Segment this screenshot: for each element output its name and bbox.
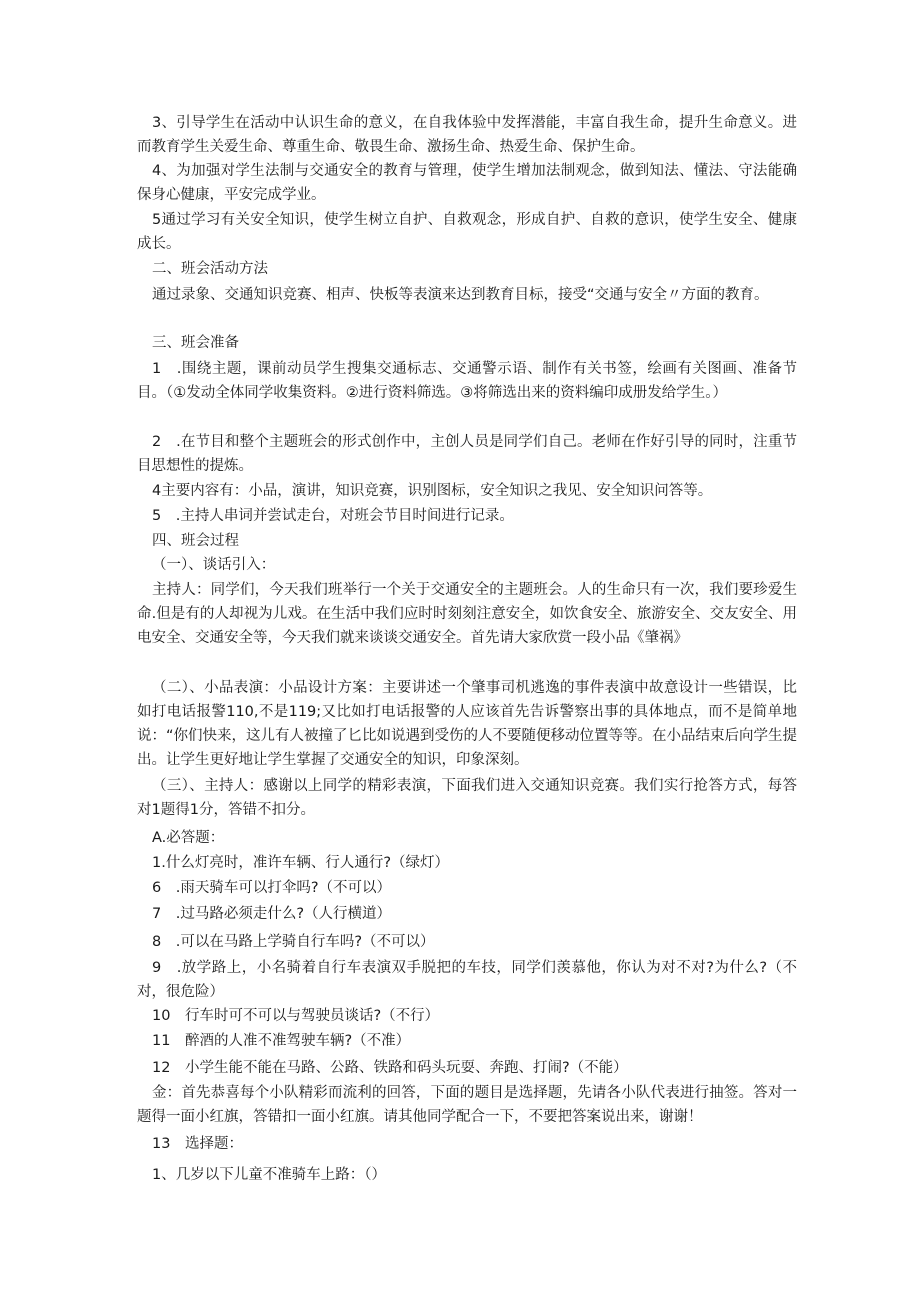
question-11: 11 醉酒的人准不准驾驶车辆?（不准） [152, 1033, 411, 1049]
heading-preparation: 三、班会准备 [152, 335, 239, 351]
paragraph-goal-4: 4、为加强对学生法制与交通安全的教育与管理，使学生增加法制观念，做到知法、懂法、守法能确保身心健康，平安完成学业。 [137, 163, 797, 203]
paragraph-choice-intro: 金：首先恭喜每个小队精彩而流利的回答，下面的题目是选择题，先请各小队代表进行抽签。答对一题得一面小红旗，答错扣一面小红旗。请其他同学配合一下，不要把答案说出来，谢谢！ [137, 1085, 797, 1125]
heading-process: 四、班会过程 [152, 533, 239, 549]
heading-required-questions: A.必答题： [152, 830, 225, 846]
paragraph-prep-5: 5 .主持人串词并尝试走台，对班会节目时间进行记录。 [152, 508, 514, 524]
question-10: 10 行车时可不可以与驾驶员谈话?（不行） [152, 1008, 440, 1024]
choice-question-1: 1、几岁以下儿童不准骑车上路：（） [152, 1167, 386, 1183]
paragraph-prep-4: 4主要内容有：小品，演讲，知识竞赛，识别图标，安全知识之我见、安全知识问答等。 [152, 483, 713, 499]
heading-multiple-choice: 13 选择题： [152, 1136, 243, 1152]
paragraph-quiz-intro: （三）、主持人：感谢以上同学的精彩表演，下面我们进入交通知识竞赛。我们实行抢答方式，每答对1题得1分，答错不扣分。 [137, 778, 797, 818]
paragraph-method: 通过录象、交通知识竞赛、相声、快板等表演来达到教育目标，接受“交通与安全〃方面的教育。 [152, 287, 769, 303]
question-7: 7 .过马路必须走什么?（人行横道） [152, 906, 392, 922]
paragraph-skit: （二）、小品表演：小品设计方案：主要讲述一个肇事司机逃逸的事件表演中故意设计一些错误，比如打电话报警110,不是119;又比如打电话报警的人应该首先告诉警察出事的具体地点，而不是简单地说：“你们快来，这儿有人被撞了匕比如说遇到受伤的人不要随便移动位置等等。在小品结束后向学生提出。让学生更好地让学生掌握了交通安全的知识，印象深刻。 [137, 680, 798, 768]
question-12: 12 小学生能不能在马路、公路、铁路和码头玩耍、奔跑、打闹?（不能） [152, 1060, 628, 1076]
paragraph-prep-1: 1 .围绕主题，课前动员学生搜集交通标志、交通警示语、制作有关书签，绘画有关图画、准备节目。（①发动全体同学收集资料。②进行资料筛选。③将筛选出来的资料编印成册发给学生。） [137, 361, 797, 401]
question-1: 1.什么灯亮时，准许车辆、行人通行?（绿灯） [152, 855, 450, 871]
paragraph-host-intro: 主持人：同学们，今天我们班举行一个关于交通安全的主题班会。人的生命只有一次，我们要珍爱生命.但是有的人却视为儿戏。在生活中我们应时时刻刻注意安全，如饮食安全、旅游安全、交友安全、用电安全、交通安全等，今天我们就来谈谈交通安全。首先请大家欣赏一段小品《肇祸》 [137, 582, 797, 646]
paragraph-prep-2: 2 .在节目和整个主题班会的形式创作中，主创人员是同学们自己。老师在作好引导的同时，注重节目思想性的提炼。 [137, 434, 797, 474]
question-8: 8 .可以在马路上学骑自行车吗?（不可以） [152, 934, 435, 950]
question-6: 6 .雨天骑车可以打伞吗?（不可以） [152, 880, 392, 896]
heading-intro: （一）、谈话引入： [152, 557, 276, 573]
paragraph-goal-3: 3、引导学生在活动中认识生命的意义，在自我体验中发挥潜能，丰富自我生命，提升生命意义。进而教育学生关爱生命、尊重生命、敬畏生命、激扬生命、热爱生命、保护生命。 [137, 115, 797, 155]
question-9: 9 .放学路上，小名骑着自行车表演双手脱把的车技，同学们羡慕他，你认为对不对?为什么?（不对，很危险） [137, 960, 797, 1000]
paragraph-goal-5: 5通过学习有关安全知识，使学生树立自护、自救观念，形成自护、自救的意识，使学生安全、健康成长。 [137, 212, 797, 252]
heading-method: 二、班会活动方法 [152, 261, 268, 277]
